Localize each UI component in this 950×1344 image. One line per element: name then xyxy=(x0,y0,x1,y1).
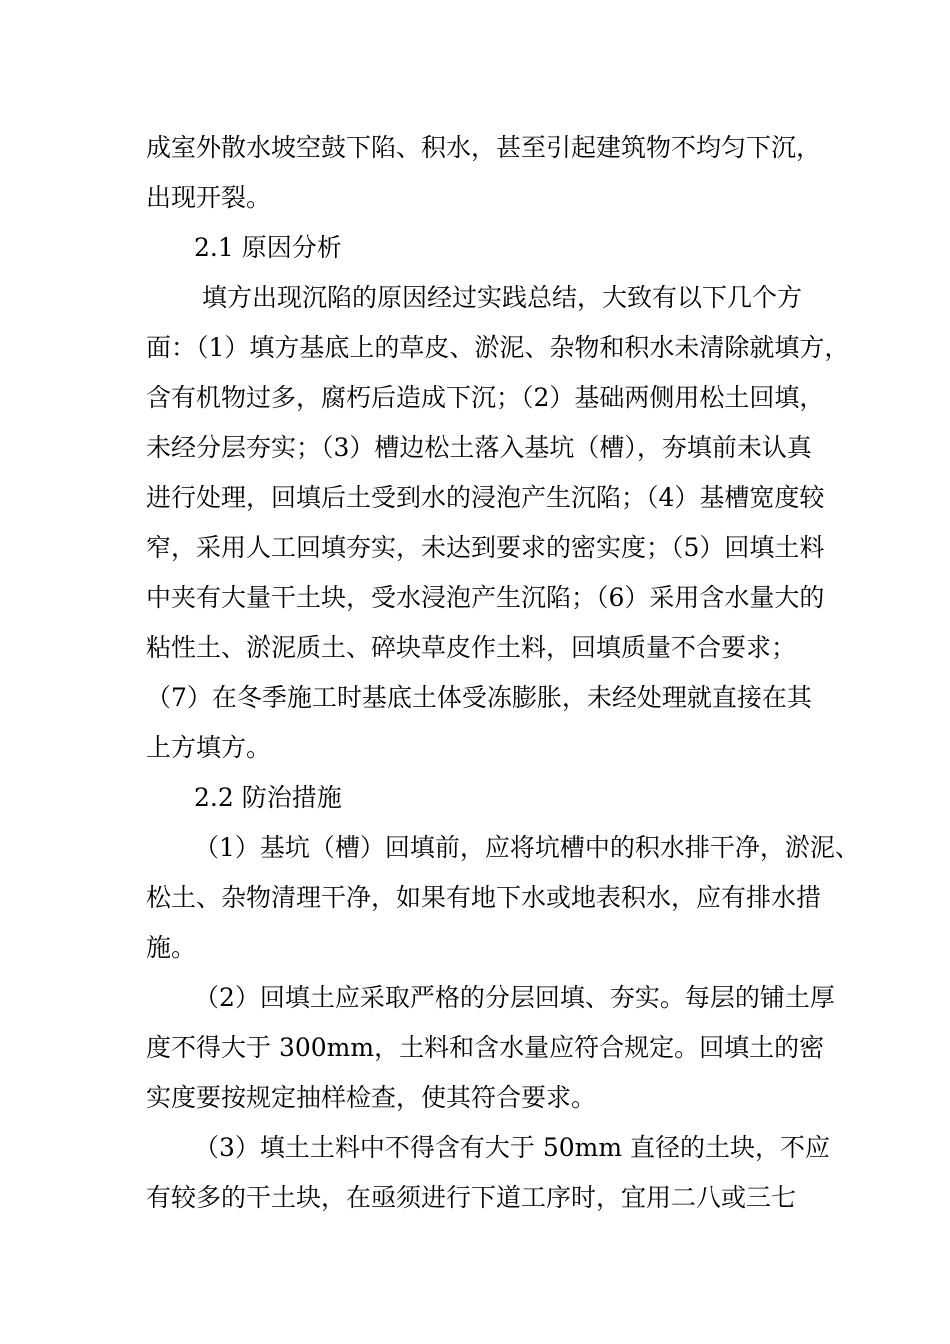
text-line: 面：（1）填方基底上的草皮、淤泥、杂物和积水未清除就填方， xyxy=(146,333,850,362)
text-line: （3）填土土料中不得含有大于 50mm 直径的土块，不应 xyxy=(194,1133,831,1162)
text-line: 填方出现沉陷的原因经过实践总结，大致有以下几个方 xyxy=(202,283,803,312)
text-line: 度不得大于 300mm，土料和含水量应符合规定。回填土的密 xyxy=(146,1033,825,1062)
text-line: 进行处理，回填后土受到水的浸泡产生沉陷；（4）基槽宽度较 xyxy=(146,483,825,512)
text-line: 粘性土、淤泥质土、碎块草皮作土料，回填质量不合要求； xyxy=(146,633,797,662)
section-heading: 2.2 防治措施 xyxy=(194,783,342,812)
text-line: 未经分层夯实；（3）槽边松土落入基坑（槽），夯填前未认真 xyxy=(146,433,812,462)
text-line: 上方填方。 xyxy=(146,733,272,762)
section-heading: 2.1 原因分析 xyxy=(194,233,342,262)
text-line: 窄，采用人工回填夯实，未达到要求的密实度；（5）回填土料 xyxy=(146,533,825,562)
text-line: 中夹有大量干土块，受水浸泡产生沉陷；（6）采用含水量大的 xyxy=(146,583,825,612)
text-line: （2）回填土应采取严格的分层回填、夯实。每层的铺土厚 xyxy=(194,983,835,1012)
text-line: 含有机物过多，腐朽后造成下沉；（2）基础两侧用松土回填， xyxy=(146,383,825,412)
text-line: 出现开裂。 xyxy=(146,183,272,212)
text-line: 松土、杂物清理干净，如果有地下水或地表积水，应有排水措 xyxy=(146,883,822,912)
text-line: 施。 xyxy=(146,933,197,962)
text-line: （1）基坑（槽）回填前，应将坑槽中的积水排干净，淤泥、 xyxy=(194,833,860,862)
text-line: 有较多的干土块，在亟须进行下道工序时，宜用二八或三七 xyxy=(146,1183,797,1212)
text-line: 成室外散水坡空鼓下陷、积水，甚至引起建筑物不均匀下沉， xyxy=(146,133,822,162)
text-line: 实度要按规定抽样检查，使其符合要求。 xyxy=(146,1083,597,1112)
text-line: （7）在冬季施工时基底土体受冻膨胀，未经处理就直接在其 xyxy=(146,683,812,712)
